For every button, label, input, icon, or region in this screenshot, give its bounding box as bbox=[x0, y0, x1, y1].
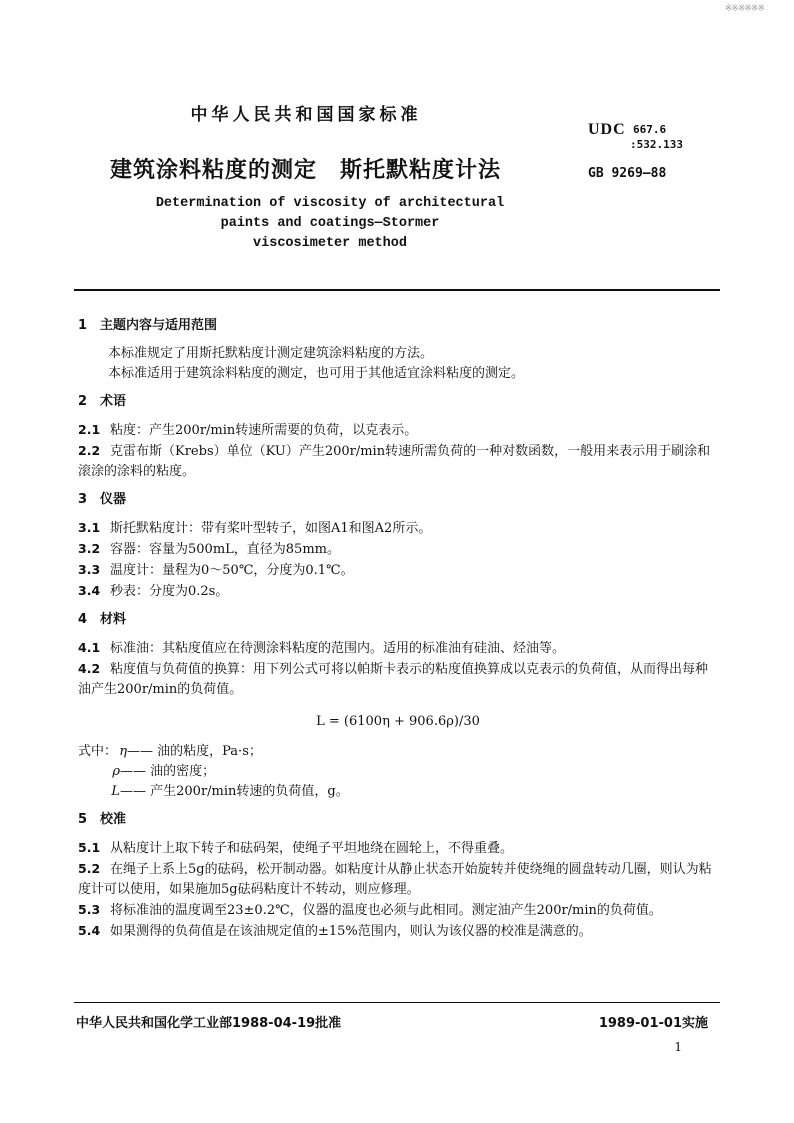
where-row-eta: 式中： η—— 油的粘度，Pa·s； bbox=[78, 744, 262, 759]
clause-5-1: 5.1 从粘度计上取下转子和砝码架，使绳子平坦地绕在圆轮上，不得重叠。 bbox=[78, 840, 514, 856]
clause-5-2: 5.2 在绳子上系上5g的砝码，松开制动器。如粘度计从静止状态开始旋转并使绕绳的圆盘转动几圈，则认为粘度计可以使用，如果施加5g砝码粘度计不转动，则应修理。 bbox=[78, 861, 712, 897]
gb-number: GB 9269—88 bbox=[588, 166, 667, 181]
clause-4-2: 4.2 粘度值与负荷值的换算：用下列公式可将以帕斯卡表示的粘度值换算成以克表示的负荷值，从而得出每种油产生200r/min的负荷值。 bbox=[78, 661, 709, 697]
load-formula: L = (6100η + 906.6ρ)/30 bbox=[316, 714, 480, 729]
document-title-cn: 建筑涂料粘度的测定 斯托默粘度计法 bbox=[110, 158, 502, 183]
clause-5-4: 5.4 如果测得的负荷值是在该油规定值的±15%范围内，则认为该仪器的校准是满意的。 bbox=[78, 923, 592, 939]
section-1-para-1: 本标准规定了用斯托默粘度计测定建筑涂料粘度的方法。 bbox=[108, 346, 434, 361]
national-standard-heading: 中华人民共和国国家标准 bbox=[190, 105, 422, 125]
clause-3-1: 3.1 斯托默粘度计：带有桨叶型转子，如图A1和图A2所示。 bbox=[78, 520, 432, 536]
document-body bbox=[78, 316, 718, 942]
document-title-en bbox=[150, 194, 510, 254]
section-1-para-2: 本标准适用于建筑涂料粘度的测定，也可用于其他适宜涂料粘度的测定。 bbox=[108, 366, 525, 381]
approval-line: 中华人民共和国化学工业部1988-04-19批准 bbox=[76, 1016, 342, 1031]
section-4-heading: 4 材料 bbox=[78, 612, 127, 627]
where-row-l: L—— 产生200r/min转速的负荷值，g。 bbox=[111, 784, 349, 799]
udc-code-1: 667.6 bbox=[633, 123, 667, 136]
section-1-heading: 1 主题内容与适用范围 bbox=[78, 318, 218, 333]
footer-divider bbox=[74, 1002, 720, 1003]
where-row-rho: ρ—— 油的密度； bbox=[112, 764, 216, 779]
clause-2-2: 2.2 克雷布斯（Krebs）单位（KU）产生200r/min转速所需负荷的一种对数函数，一般用来表示用于刷涂和滚涂的涂料的粘度。 bbox=[78, 443, 711, 479]
clause-3-4: 3.4 秒表：分度为0.2s。 bbox=[78, 583, 229, 599]
section-2-heading: 2 术语 bbox=[78, 394, 127, 409]
clause-3-2: 3.2 容器：容量为500mL，直径为85mm。 bbox=[78, 541, 340, 557]
header-divider bbox=[74, 289, 720, 291]
implementation-date: 1989-01-01实施 bbox=[598, 1016, 708, 1031]
title-en-line-2: paints and coatings—Stormer bbox=[220, 216, 440, 231]
udc-label: UDC bbox=[588, 121, 626, 138]
section-3-heading: 3 仪器 bbox=[78, 492, 127, 507]
clause-4-1: 4.1 标准油：其粘度值应在待测涂料粘度的范围内。适用的标准油有硅油、烃油等。 bbox=[78, 640, 566, 656]
clause-5-3: 5.3 将标准油的温度调至23±0.2℃，仪器的温度也必须与此相同。测定油产生200r/min的负荷值。 bbox=[78, 902, 662, 918]
section-5-heading: 5 校准 bbox=[78, 812, 127, 827]
clause-2-1: 2.1 粘度：产生200r/min转速所需要的负荷，以克表示。 bbox=[78, 422, 418, 438]
title-en-line-3: viscosimeter method bbox=[253, 236, 407, 251]
page-number: 1 bbox=[674, 1040, 682, 1054]
clause-3-3: 3.3 温度计：量程为0～50℃，分度为0.1℃。 bbox=[78, 562, 354, 578]
title-en-line-1: Determination of viscosity of architectural bbox=[155, 196, 505, 211]
scan-mark: ※※※※※※ bbox=[724, 4, 764, 14]
udc-code-2: :532.133 bbox=[630, 138, 683, 151]
